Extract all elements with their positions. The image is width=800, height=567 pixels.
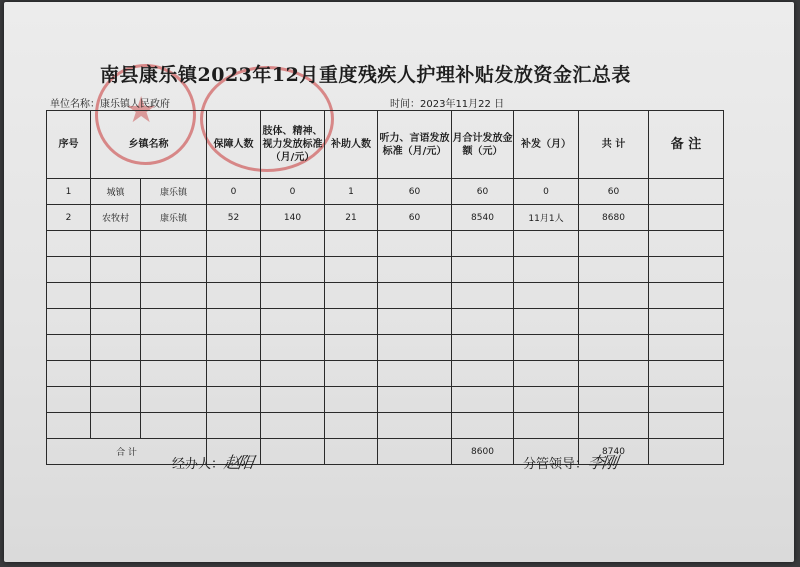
cell-back-pay: 11月1人: [514, 205, 579, 231]
total-month-total: 8600: [452, 439, 514, 465]
header-subsidy-count: 补助人数: [325, 111, 378, 179]
empty-row: [47, 387, 724, 413]
header-back-pay: 补发（月）: [514, 111, 579, 179]
empty-row: [47, 231, 724, 257]
cell-hearing: 60: [378, 205, 452, 231]
cell-guarantee: 0: [207, 179, 261, 205]
cell-hearing: 60: [378, 179, 452, 205]
summary-table: [46, 110, 724, 465]
empty-row: [47, 257, 724, 283]
header-month-total: 月合计发放金额（元）: [452, 111, 514, 179]
total-label: 合 计: [47, 439, 207, 465]
cell-no: 2: [47, 205, 91, 231]
header-remark: 备 注: [649, 111, 724, 179]
cell-township: 康乐镇: [141, 179, 207, 205]
cell-total: 60: [579, 179, 649, 205]
cell-month-total: 8540: [452, 205, 514, 231]
cell-limb: 140: [261, 205, 325, 231]
cell-area: 城镇: [91, 179, 141, 205]
cell-remark: [649, 205, 724, 231]
total-row: [47, 439, 724, 465]
table-row: [47, 205, 724, 231]
seal-star-icon: ★: [125, 90, 158, 131]
header-hearing-standard: 听力、言语发放标准（月/元）: [378, 111, 452, 179]
table-header-row: [47, 111, 724, 179]
empty-row: [47, 335, 724, 361]
cell-back-pay: 0: [514, 179, 579, 205]
cell-remark: [649, 179, 724, 205]
cell-no: 1: [47, 179, 91, 205]
cell-subsidy: 21: [325, 205, 378, 231]
header-guarantee: 保障人数: [207, 111, 261, 179]
header-township: 乡镇名称: [91, 111, 207, 179]
cell-limb: 0: [261, 179, 325, 205]
handler-signature-scribble: 赵阳: [222, 453, 254, 472]
header-no: 序号: [47, 111, 91, 179]
page-title: 南县康乐镇2023年12月重度残疾人护理补贴发放资金汇总表: [100, 64, 631, 86]
header-limb-standard: 肢体、精神、视力发放标准（月/元）: [261, 111, 325, 179]
leader-signature-scribble: 李刚: [586, 453, 618, 472]
unit-name: 单位名称：康乐镇人民政府: [50, 99, 170, 110]
cell-subsidy: 1: [325, 179, 378, 205]
empty-row: [47, 309, 724, 335]
empty-row: [47, 413, 724, 439]
cell-month-total: 60: [452, 179, 514, 205]
empty-row: [47, 361, 724, 387]
cell-area: 农牧村: [91, 205, 141, 231]
cell-total: 8680: [579, 205, 649, 231]
empty-row: [47, 283, 724, 309]
header-total: 共 计: [579, 111, 649, 179]
document-date: 时间：2023年11月22 日: [390, 99, 505, 110]
handler-signature: [172, 450, 252, 473]
cell-township: 康乐镇: [141, 205, 207, 231]
leader-label: 分管领导：: [523, 457, 589, 472]
total-grand-total: 8740: [579, 439, 649, 465]
cell-guarantee: 52: [207, 205, 261, 231]
table-row: [47, 179, 724, 205]
leader-signature: [523, 450, 616, 473]
handler-label: 经办人：: [172, 457, 225, 472]
